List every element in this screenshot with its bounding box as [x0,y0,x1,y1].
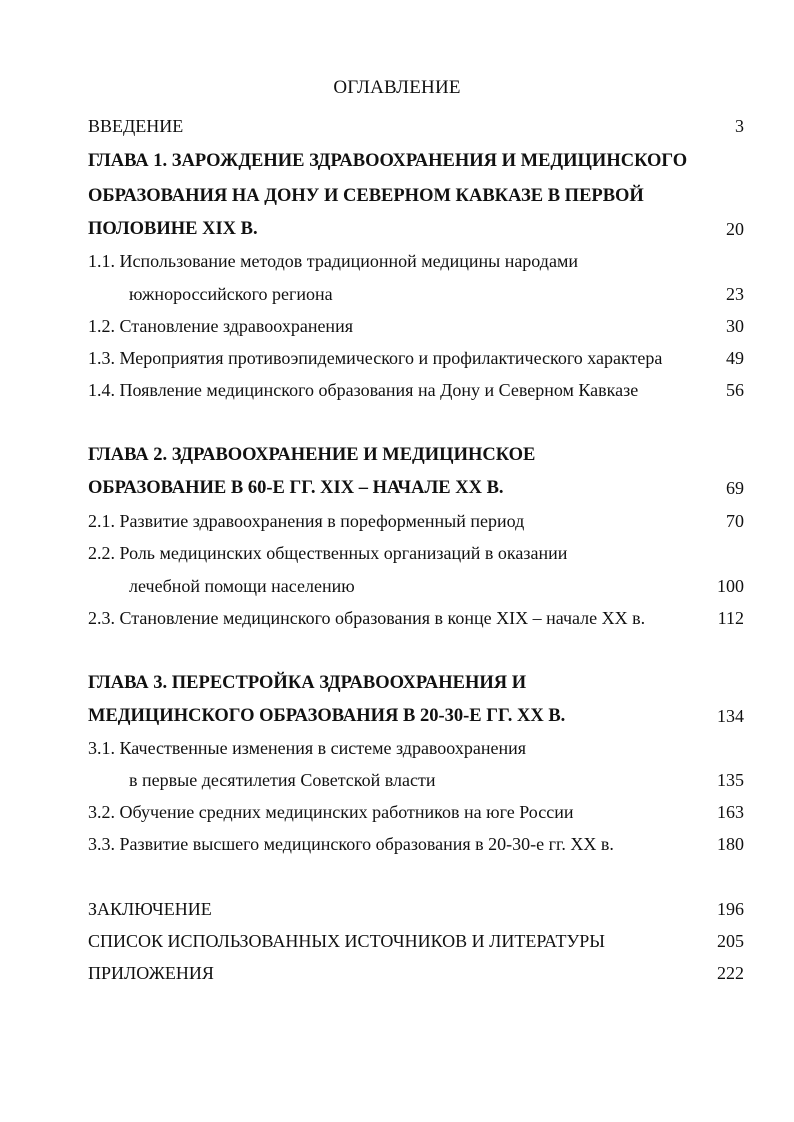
page-number: 180 [717,834,744,854]
toc-entry-conclusion [88,896,744,922]
page-number: 30 [726,316,744,336]
entry-text: 3.2. Обучение средних медицинских работников на юге России [88,802,574,822]
entry-text: 2.3. Становление медицинского образования в конце XIX – начале XX в. [88,608,646,628]
entry-text: ГЛАВА 1. ЗАРОЖДЕНИЕ ЗДРАВООХРАНЕНИЯ И МЕДИЦИНСКОГО [88,151,688,171]
chapter2-heading-line2 [88,475,744,501]
entry-text: 1.1. Использование методов традиционной медицины народами [88,251,578,271]
page-number: 205 [717,931,744,951]
entry-text: 1.4. Появление медицинского образования на Дону и Северном Кавказе [88,380,639,400]
chapter3-heading-line1 [88,670,744,696]
entry-text: 2.1. Развитие здравоохранения в пореформенный период [88,511,525,531]
entry-text: ГЛАВА 2. ЗДРАВООХРАНЕНИЕ И МЕДИЦИНСКОЕ [88,445,536,465]
section-3-1-line1 [88,735,744,761]
entry-text: 1.3. Мероприятия противоэпидемического и профилактического характера [88,348,663,368]
section-2-3 [88,605,744,631]
toc-entry-sources [88,928,744,954]
section-1-1-line1 [88,248,744,274]
section-2-1 [88,508,744,534]
page-number: 3 [735,116,744,136]
entry-text: южнороссийского региона [129,284,333,304]
entry-text: ЗАКЛЮЧЕНИЕ [88,899,212,919]
entry-text: 3.1. Качественные изменения в системе здравоохранения [88,738,527,758]
chapter1-heading-line1 [88,148,744,174]
page-number: 100 [717,576,744,596]
entry-text: 1.2. Становление здравоохранения [88,316,353,336]
page-number: 70 [726,511,744,531]
entry-text: ВВЕДЕНИЕ [88,116,184,136]
section-1-4 [88,377,744,403]
toc-entry-appendix [88,960,744,986]
page-number: 163 [717,802,744,822]
page-number: 196 [717,899,744,919]
page-number: 20 [726,219,744,239]
chapter1-heading-line3 [88,216,744,242]
entry-text: лечебной помощи населению [129,576,355,596]
entry-text: в первые десятилетия Советской власти [129,770,436,790]
entry-text: ГЛАВА 3. ПЕРЕСТРОЙКА ЗДРАВООХРАНЕНИЯ И [88,673,527,693]
section-1-1-line2 [88,281,744,307]
section-2-2-line2 [88,573,744,599]
page-number: 49 [726,348,744,368]
chapter2-heading-line1 [88,442,744,468]
chapter1-heading-line2 [88,183,744,209]
entry-text: 3.3. Развитие высшего медицинского образования в 20-30-е гг. XX в. [88,834,614,854]
section-1-2 [88,313,744,339]
section-3-3 [88,831,744,857]
entry-text: ПРИЛОЖЕНИЯ [88,963,214,983]
entry-text: ОБРАЗОВАНИЕ В 60-Е ГГ. XIX – НАЧАЛЕ XX В. [88,478,504,498]
entry-text: 2.2. Роль медицинских общественных организаций в оказании [88,543,568,563]
toc-entry-intro [88,113,744,139]
section-2-2-line1 [88,540,744,566]
section-3-1-line2 [88,767,744,793]
page-number: 134 [717,706,744,726]
page-number: 23 [726,284,744,304]
entry-text: СПИСОК ИСПОЛЬЗОВАННЫХ ИСТОЧНИКОВ И ЛИТЕРАТУРЫ [88,931,605,951]
page-number: 56 [726,380,744,400]
section-1-3 [88,345,744,371]
entry-text: ПОЛОВИНЕ XIX В. [88,219,258,239]
section-3-2 [88,799,744,825]
entry-text: ОБРАЗОВАНИЯ НА ДОНУ И СЕВЕРНОМ КАВКАЗЕ В ПЕРВОЙ [88,186,644,206]
page-number: 222 [717,963,744,983]
toc-title: ОГЛАВЛЕНИЕ [333,77,461,98]
chapter3-heading-line2 [88,703,744,729]
page-number: 69 [726,478,744,498]
entry-text: МЕДИЦИНСКОГО ОБРАЗОВАНИЯ В 20-30-Е ГГ. XX В. [88,706,566,726]
page-number: 135 [717,770,744,790]
page-number: 112 [717,608,744,628]
